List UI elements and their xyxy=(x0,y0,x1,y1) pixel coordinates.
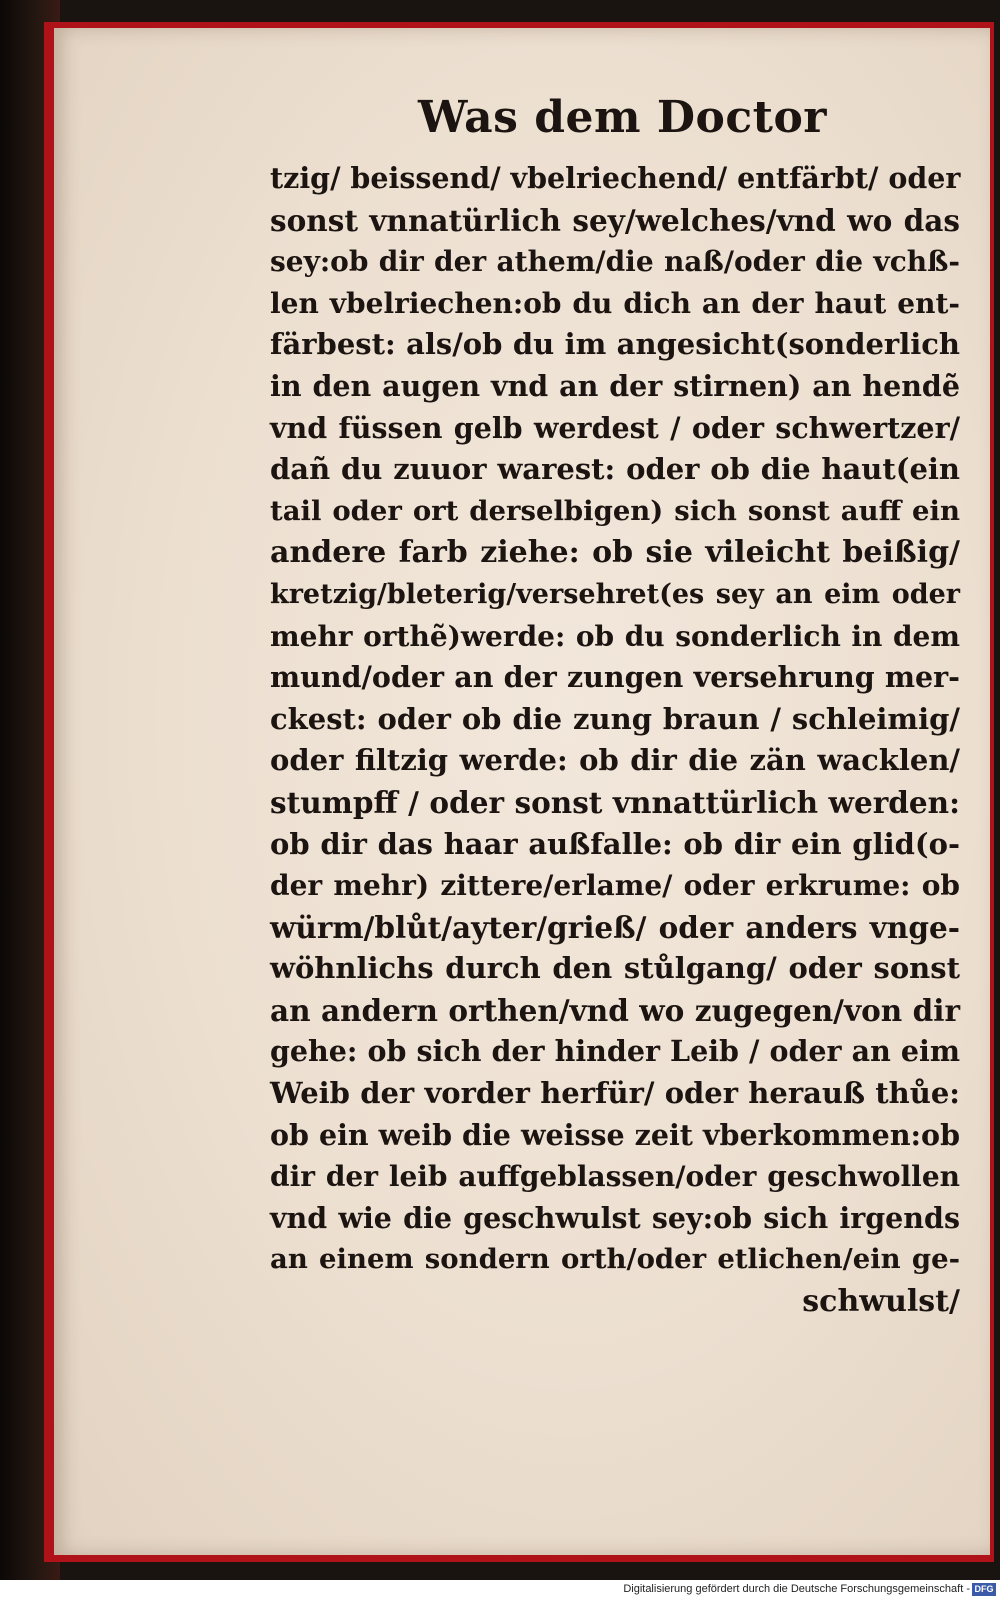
text-line: gehe: ob sich der hinder Leib / oder an eim xyxy=(270,1034,960,1069)
digitization-footer xyxy=(0,1580,1000,1600)
text-line: kretzig/bleterig/versehret(es sey an eim oder xyxy=(270,578,960,610)
text-line: in den augen vnd an der stirnen) an hendẽ xyxy=(270,368,960,403)
text-line: an andern orthen/vnd wo zugegen/von dir xyxy=(270,992,960,1028)
text-line: dir der leib auffgeblassen/oder geschwollen xyxy=(270,1160,960,1194)
text-line: mund/oder an der zungen versehrung mer- xyxy=(270,660,960,695)
text-line: würm/blůt/ayter/grieß/ oder anders vnge- xyxy=(270,909,960,945)
text-line: dañ du zuuor warest: oder ob die haut(ein xyxy=(270,452,960,487)
text-line: vnd wie die geschwulst sey:ob sich irgends xyxy=(270,1200,960,1235)
text-line: an einem sondern orth/oder etlichen/ein ge- xyxy=(270,1243,960,1276)
text-line: andere farb ziehe: ob sie vileicht beißig/ xyxy=(270,535,960,571)
text-line: ckest: oder ob die zung braun / schleimig/ xyxy=(270,701,960,736)
text-line: sey:ob dir der athem/die naß/oder die vchß- xyxy=(270,245,960,279)
text-line: tail oder ort derselbigen) sich sonst auff ein xyxy=(270,494,960,527)
text-line: wöhnlichs durch den stůlgang/ oder sonst xyxy=(270,951,960,986)
body-text xyxy=(270,158,960,1323)
funding-credit: Digitalisierung gefördert durch die Deutsche Forschungsgemeinschaft - xyxy=(623,1583,970,1595)
text-line: stumpff / oder sonst vnnattürlich werden: xyxy=(270,784,960,820)
text-line: der mehr) zittere/erlame/ oder erkrume: ob xyxy=(270,869,960,903)
text-line: färbest: als/ob du im angesicht(sonderlich xyxy=(270,327,960,362)
text-line: vnd füssen gelb werdest / oder schwertzer/ xyxy=(270,410,960,445)
text-line: mehr orthẽ)werde: ob du sonderlich in dem xyxy=(270,619,960,653)
text-line: sonst vnnatürlich sey/welches/vnd wo das xyxy=(270,202,960,238)
text-line: ob dir das haar außfalle: ob dir ein glid(o- xyxy=(270,826,960,861)
text-line: tzig/ beissend/ vbelriechend/ entfärbt/ oder xyxy=(270,161,961,195)
running-header: Was dem Doctor xyxy=(418,92,827,143)
text-line: len vbelriechen:ob du dich an der haut ent- xyxy=(270,286,960,320)
text-line: oder filtzig werde: ob dir die zän wacklen/ xyxy=(270,743,960,778)
text-line: Weib der vorder herfür/ oder herauß thůe: xyxy=(270,1076,960,1111)
dfg-logo: DFG xyxy=(972,1583,996,1596)
text-line: ob ein weib die weisse zeit vberkommen:ob xyxy=(270,1117,960,1152)
text-line: schwulst/ xyxy=(802,1284,960,1320)
